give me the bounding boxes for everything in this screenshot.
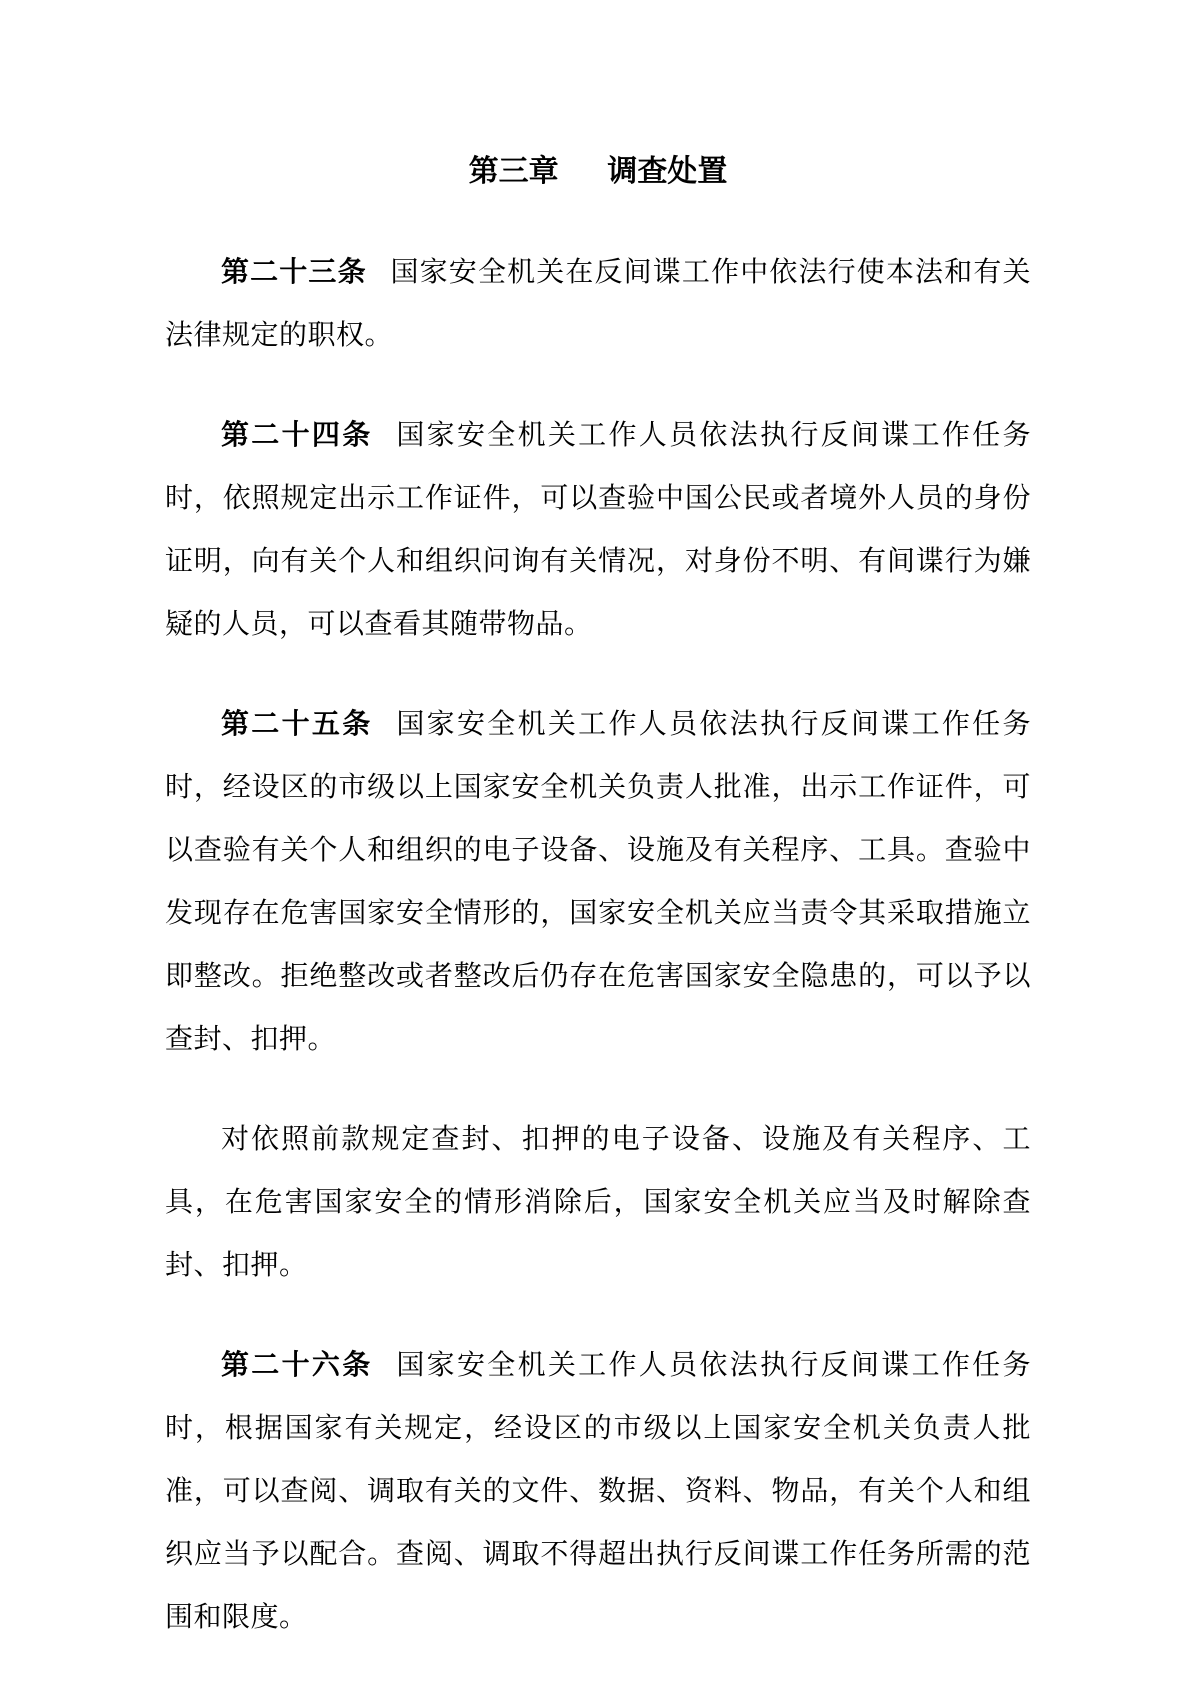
- chapter-title: 调查处置: [607, 155, 728, 188]
- article-23-text: 国家安全机关在反间谍工作中依法行使本法和有关法律规定的职权。: [165, 256, 1031, 350]
- article-25-paragraph-1: [165, 692, 1031, 1070]
- article-25-paragraph-2: [165, 1107, 1031, 1296]
- article-24-number: 第二十四条: [221, 419, 373, 450]
- article-25-paragraph-2-text: 对依照前款规定查封、扣押的电子设备、设施及有关程序、工具，在危害国家安全的情形消除后，国家安全机关应当及时解除查封、扣押。: [165, 1123, 1031, 1280]
- article-24-text: 国家安全机关工作人员依法执行反间谍工作任务时，依照规定出示工作证件，可以查验中国公民或者境外人员的身份证明，向有关个人和组织问询有关情况，对身份不明、有间谍行为嫌疑的人员，可以查看其随带物品。: [165, 419, 1031, 639]
- chapter-heading: [165, 140, 1031, 203]
- article-26-text: 国家安全机关工作人员依法执行反间谍工作任务时，根据国家有关规定，经设区的市级以上国家安全机关负责人批准，可以查阅、调取有关的文件、数据、资料、物品，有关个人和组织应当予以配合。查阅、调取不得超出执行反间谍工作任务所需的范围和限度。: [165, 1349, 1031, 1632]
- article-23-paragraph: [165, 240, 1031, 366]
- article-26-number: 第二十六条: [221, 1349, 373, 1380]
- article-25-text: 国家安全机关工作人员依法执行反间谍工作任务时，经设区的市级以上国家安全机关负责人批准，出示工作证件，可以查验有关个人和组织的电子设备、设施及有关程序、工具。查验中发现存在危害国家安全情形的，国家安全机关应当责令其采取措施立即整改。拒绝整改或者整改后仍存在危害国家安全隐患的，可以予以查封、扣押。: [165, 708, 1031, 1054]
- article-25-number: 第二十五条: [221, 708, 373, 739]
- article-24-paragraph: [165, 403, 1031, 655]
- article-26-paragraph: [165, 1333, 1031, 1648]
- chapter-number: 第三章: [468, 155, 559, 188]
- article-23-number: 第二十三条: [221, 256, 367, 287]
